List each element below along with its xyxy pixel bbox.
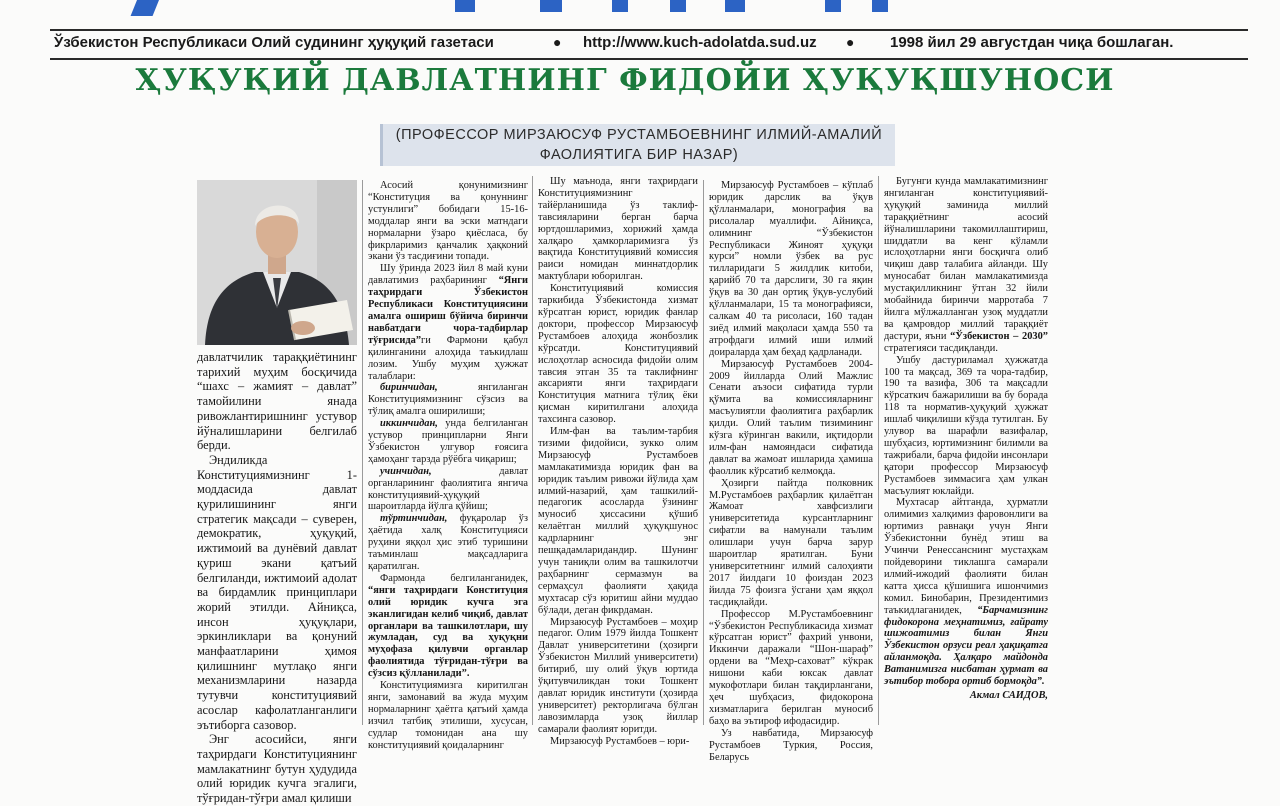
text: Бугунги кунда мамлакатимизнинг янгиланган конституциявий-ҳуқуқий заминида миллий тараққиётнинг асосий йўналишларини такомиллаштириш, шиддатли ва кенг кўламли ислоҳотларни янги босқичга олиб чиқиш давр талабига айланди. Шу муносабат билан мамлакатимизда мустақилликнинг ўтган 32 йили мобайнида биринчи марротаба 7 йилга мўлжалланган узоқ муддатли ва қамровдор миллий тараққиёт дастури, яъни [884,176,1048,342]
paragraph [368,513,528,573]
masthead-decoration [0,0,1280,26]
paragraph [368,466,528,514]
paragraph: Профессор М.Рустамбоевнинг “Ўзбекистон Республикасида хизмат кўрсатган юрист” фахрий унвони, Иккинчи даражали “Шон-шараф” ордени ва “Меҳр-саховат” кўкрак нишони каби юксак давлат мукофотлари билан тақдирлангани, ҳеч шубҳасиз, фидокорона хизматларига берилган муносиб баҳо ва эътироф ифодасидир. [709,608,873,727]
portrait-illustration [197,180,357,345]
article-column-3 [538,176,698,747]
subtitle-line-1: (ПРОФЕССОР МИРЗАЮСУФ РУСТАМБОЕВНИНГ ИЛМИЙ-АМАЛИЙ [395,127,883,143]
paragraph [884,497,1048,688]
paragraph: Илм-фан ва таълим-тарбия тизими фидойиси, зукко олим Мирзаюсуф Рустамбоев мамлакатимизда юридик фан ва юридик таълим ривожи йўлида ҳам илмий-назарий, ҳам ташкилий-педагогик асосларда ўзининг муносиб ҳиссасини қўшиб келаётган миллий ҳуқуқшунос кадрларнинг энг пешқадамларидандир. Шунинг учун таниқли олим ва ташкилотчи раҳбарнинг сермазмун ва сермаҳсул фаолияти ҳақида мухтасар сўз юритиш айни муддао бўлади, деган фикрдаман. [538,426,698,616]
text: янгиланган Конституциямизнинг сўзсиз ва тўлиқ амалга оширилиши; [368,382,528,418]
masthead-left-text: Ўзбекистон Республикаси Олий судининг ҳуқуқий газетаси [54,34,494,51]
paragraph: Ҳозирги пайтда полковник М.Рустамбоев раҳбарлик қилаётган Жамоат хавфсизлиги университетида курсантларнинг сифатли ва намунали таълим олишлари учун барча зарур шароитлар яратилган. Буни университетнинг илмий салоҳияти 2017 йилдаги 10 фоиздан 2023 йилда 75 фоизга ўсгани ҳам яққол тасдиқлайди. [709,477,873,608]
bullet-icon: ● [553,34,562,50]
decree-title: “Янги таҳрирдаги Ўзбекистон Республикаси Конституциясини амалга ошириш бўйича биринчи навбатдаги чора-тадбирлар тўғрисида” [368,275,528,346]
logo-slash [131,0,162,16]
author-portrait-photo [197,180,357,345]
subtitle-line-2: ФАОЛИЯТИГА БИР НАЗАР) [539,147,739,163]
strategy-name: “Ўзбекистон – 2030” [950,330,1048,342]
article-title: ҲУҚУҚИЙ ДАВЛАТНИНГ ФИДОЙИ ҲУҚУҚШУНОСИ [135,63,1115,98]
paragraph: Асосий қонунимизнинг “Конституция ва қонуннинг устунлиги” бобидаги 15-16-моддалар янги ва эски матндаги нормаларни ўзаро қиёсласа, бу фикрларимиз қанчалик ҳақконий экани ўз тасдиғини топади. [368,180,528,263]
text: Мухтасар айтганда, ҳурматли олимимиз халқимиз фаровонлиги ва юртимиз равнақи учун Янги Ўзбекистонни бунёд этиш ва Учинчи Ренессанснинг мустаҳкам пойдеворини тиклашга самарали илмий-ижодий фаолияти билан катта ҳисса қўшишига ишончимиз комил. Бинобарин, Президентимиз таъкидлаганидек, [884,497,1048,616]
text: ги Фармони қабул қилинганини алоҳида таъкидлаш лозим. Ушбу муҳим ҳужжат талаблари: [368,334,528,382]
paragraph: Мирзаюсуф Рустамбоев – моҳир педагог. Олим 1979 йилда Тошкент Давлат университетини (ҳозирги Ўзбекистон Миллий университети) битириб, шу олий ўқув юртида ўқитувчиликдан токи Тошкент давлат юридик институти (ҳозирда университет) ректорлигача бўлган лавозимларда узоқ йиллар самарали фаолият юритди. [538,616,698,735]
paragraph [368,263,528,382]
text: давлат органларининг фаолиятига янгича конституциявий-ҳуқуқий шароитларда йўлга қўйиш; [368,465,528,513]
masthead-rule-bottom [50,58,1248,60]
article-column-2 [368,180,528,751]
text: Шу ўринда 2023 йил 8 май куни давлатимиз раҳбарининг [368,263,528,287]
logo-fragment [670,0,686,12]
paragraph: Энг асосийси, янги таҳрирдаги Конституциянинг мамлакатнинг бутун ҳудудида олий юридик кучга эгалиги, тўғридан-тўғри амал қилиши [197,732,357,806]
list-marker: учинчидан, [380,465,432,477]
list-marker: иккинчидан, [380,418,438,430]
president-quote: “Барчамизнинг фидокорона меҳнатимиз, ғайрату шижоатимиз билан Янги Ўзбекистон орзуси реал ҳақиқатга айланмоқда. Ҳалқаро майдонда Ватанимизга нисбатан ҳурмат ва эътибор тобора ортиб бормоқда”. [884,604,1048,688]
column-divider [532,176,533,725]
text: Фармонда белгиланганидек, [380,572,528,584]
paragraph [884,176,1048,355]
masthead-bar [50,32,1248,54]
logo-fragment [612,0,628,12]
logo-fragment [540,0,562,12]
paragraph: Ушбу дастуриламал ҳужжатда 100 та мақсад, 369 та чора-тадбир, 190 та вазифа, 306 та мақсадли кўрсаткич бажарилиши ва бу борада 118 та норматив-ҳуқуқий ҳужжат ишлаб чиқилиши кўзда тутилган. Бу улувор ва шарафли вазифалар, шубҳасиз, юртимизнинг билимли ва тажрибали, барча фидойи инсонлари қатори профессор Мирзаюсуф Рустамбоев зиммасига ҳам улкан масъулият юклайди. [884,354,1048,497]
paragraph: Эндиликда Конституциямизнинг 1-моддасида давлат қурилишининг янги стратегик мақсади – суверен, демократик, ҳуқуқий, ижтимоий ва дунёвий давлат қуриш экани қатъий белгиланди, ижтимоий адолат ва бирдамлик принциплари жорий этилди. Айниқса, инсон ҳуқуқлари, эркинликлари ва қонуний манфаатларини ҳимоя қилишнинг мутлақо янги механизмларини назарда тутувчи конституциявий асослар кафолатланганлиги эътиборга сазовор. [197,452,357,732]
logo-fragment [872,0,888,12]
text: фуқаролар ўз ҳаётида халқ Конституцияси руҳини яққол ҳис этиб туришини таъминлаш мақсадларига қаратилган. [368,513,528,572]
logo-fragment [825,0,841,12]
column-divider [703,180,704,725]
author-signature: Акмал САИДОВ, [969,689,1048,701]
paragraph: давлатчилик тараққиётининг тарихий муҳим босқичида “шахс – жамият – давлат” тамойилини янада ривожлантиришнинг устувор йўналишларини белгилаб берди. [197,350,357,453]
column-divider [362,180,363,725]
paragraph: Конституциявий комиссия таркибида Ўзбекистонда хизмат кўрсатган юрист, юридик фанлар доктори, профессор Мирзаюсуф Рустамбоев алоҳида жонбозлик кўрсатди. Конституциявий ислоҳотлар асносида фидойи олим тавсия этган 35 та таклифнинг аксарияти янги таҳрирдаги Конституция матнига тўлиқ ёки қисман киритилгани алоҳида тахсинга сазовор. [538,283,698,426]
text: стратегияси тасдиқланди. [884,342,998,354]
article-column-1 [197,350,357,806]
article-column-5 [884,176,1048,725]
article-subtitle [380,124,895,166]
bullet-icon: ● [846,34,855,50]
paragraph [368,573,528,680]
decree-quote: “янги таҳрирдаги Конституция олий юридик кучга эга эканлигидан келиб чиқиб, давлат органлари ва ташкилотлари, шу жумладан, суд ва ҳуқуқни муҳофаза қилувчи органлар фаолиятида тўғридан-тўғри ва сўзсиз қўлланилади”. [368,584,528,680]
logo-fragment [725,0,745,12]
masthead-founded: 1998 йил 29 августдан чиқа бошлаган. [890,34,1174,51]
paragraph: Шу маънода, янги таҳрирдаги Конституциямизнинг тайёрланишида ўз таклиф-тавсияларини берган барча юртдошларимиз, хорижий ҳамда халқаро ҳамкорларимизга ўз вақтида Конституциявий комиссия раиси номидан миннатдорлик мактублари юборилган. [538,176,698,283]
logo-fragment [455,0,475,12]
masthead-url[interactable]: http://www.kuch-adolatda.sud.uz [583,34,817,51]
paragraph [368,382,528,418]
paragraph: Мирзаюсуф Рустамбоев – кўплаб юридик дарслик ва ўқув қўлланмалари, монография ва рисолалар муаллифи. Айниқса, олимнинг “Ўзбекистон Республикаси Жиноят ҳуқуқи курси” номли ўзбек ва рус тилларидаги 5 жилдлик китоби, қарийб 70 та дарслиги, 30 га яқин ўқув ва 30 дан ортиқ ўқув-услубий қўлланмалари, 15 та монографияси, салкам 40 та рисоласи, 160 тадан зиёд илмий мақоласи ҳамда 550 та атрофдаги илмий иши илмий доираларда ҳам беҳад қадрланади. [709,180,873,358]
paragraph: Конституциямизга киритилган янги, замонавий ва жуда муҳим нормаларнинг ҳаётга қатъий ҳамда изчил татбиқ этилиши, хусусан, судлар томонидан ана шу конституциявий қоидаларнинг [368,680,528,751]
paragraph [368,418,528,466]
list-marker: тўртинчидан, [380,513,448,525]
paragraph: Мирзаюсуф Рустамбоев 2004-2009 йилларда Олий Мажлис Сенати аъзоси сифатида турли қўмита ва комиссияларнинг масъулиятли фаолиятига раҳбарлик қилди. Олий таълим тизимининг кўзга кўринган вакили, иқтидорли илм-фан намояндаси сифатида давлат ва жамоат ишларида ҳамиша фаоллик кўрсатиб келмоқда. [709,358,873,477]
article-column-4 [709,180,873,763]
paragraph: Мирзаюсуф Рустамбоев – юри- [550,735,690,747]
paragraph: Уз навбатида, Мирзаюсуф Рустамбоев Туркия, Россия, Беларусь [709,727,873,763]
list-marker: биринчидан, [380,382,438,394]
column-divider [878,176,879,725]
text: унда белгиланган устувор принципларни Янги Ўзбекистон улгувор ғоясига ҳамоҳанг тарзда рўёбга чиқариш; [368,418,528,465]
masthead-rule-top [50,29,1248,31]
